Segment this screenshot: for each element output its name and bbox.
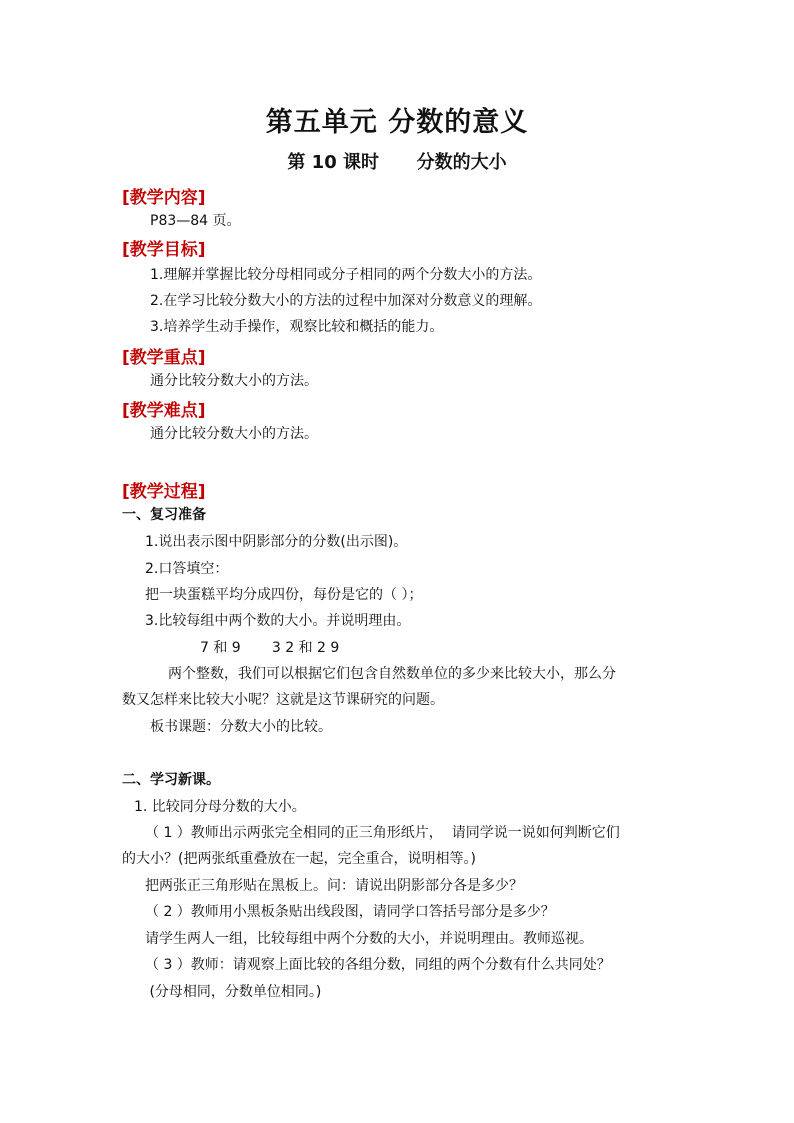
part1-line: 把一块蛋糕平均分成四份，每份是它的（ ）；	[145, 587, 423, 603]
part2-line: (分母相同，分数单位相同。)	[145, 984, 322, 1000]
key-point-text: 通分比较分数大小的方法。	[150, 373, 318, 389]
part1-line: 数又怎样来比较大小呢？这就是这节课研究的问题。	[122, 692, 444, 708]
objective-item: 2.在学习比较分数大小的方法的过程中加深对分数意义的理解。	[150, 293, 542, 309]
part1-line: 1.说出表示图中阴影部分的分数(出示图)。	[145, 534, 408, 550]
unit-title: 第五单元 分数的意义	[265, 107, 529, 138]
content-heading: [教学内容]	[122, 188, 206, 208]
part2-line: （ 1 ）教师出示两张完全相同的正三角形纸片， 请同学说一说如何判断它们	[145, 825, 620, 841]
part2-line: （ 3 ）教师：请观察上面比较的各组分数，同组的两个分数有什么共同处？	[145, 957, 611, 973]
content-text: P83—84 页。	[150, 213, 241, 229]
part1-heading: 一、复习准备	[122, 507, 206, 523]
objectives-heading: [教学目标]	[122, 240, 206, 260]
process-heading: [教学过程]	[122, 482, 206, 502]
difficulty-text: 通分比较分数大小的方法。	[150, 426, 318, 442]
part1-line: 板书课题：分数大小的比较。	[150, 719, 332, 735]
part2-line: 的大小？(把两张纸重叠放在一起，完全重合，说明相等。)	[122, 851, 476, 867]
key-point-heading: [教学重点]	[122, 348, 206, 368]
part2-heading: 二、学习新课。	[122, 772, 220, 788]
part1-line: 7 和 9 3 2 和 2 9	[200, 640, 340, 656]
objective-item: 1.理解并掌握比较分母相同或分子相同的两个分数大小的方法。	[150, 267, 542, 283]
part1-line: 2.口答填空：	[145, 561, 229, 577]
part1-line: 3.比较每组中两个数的大小。并说明理由。	[145, 613, 411, 629]
part2-line: 请学生两人一组，比较每组中两个分数的大小，并说明理由。教师巡视。	[145, 931, 593, 947]
difficulty-heading: [教学难点]	[122, 401, 206, 421]
part2-line: 把两张正三角形贴在黑板上。问：请说出阴影部分各是多少？	[145, 878, 523, 894]
part2-line: （ 2 ）教师用小黑板条贴出线段图，请同学口答括号部分是多少？	[145, 904, 555, 920]
part1-line: 两个整数，我们可以根据它们包含自然数单位的多少来比较大小，那么分	[168, 666, 616, 682]
part2-line: 1. 比较同分母分数的大小。	[134, 799, 306, 815]
lesson-title: 第 10 课时 分数的大小	[287, 152, 507, 173]
objective-item: 3.培养学生动手操作，观察比较和概括的能力。	[150, 319, 444, 335]
